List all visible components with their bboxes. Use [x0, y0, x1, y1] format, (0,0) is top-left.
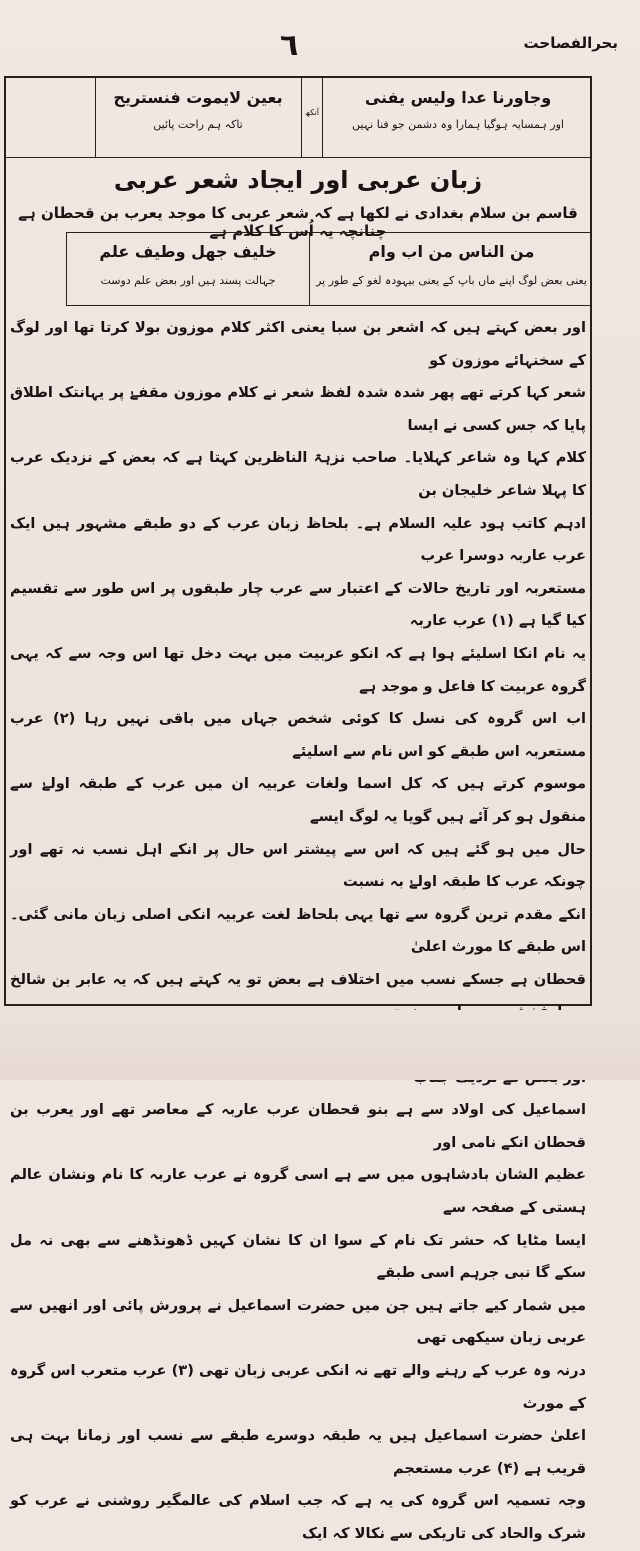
body-text	[10, 312, 586, 1542]
verse-top-left-line1: بعین لایموت فنستریح	[113, 88, 283, 107]
body-line: اب اس گروہ کی نسل کا کوئی شخص جہاں میں باقی نہیں رہا (۲) عرب مستعربہ اس طبقے کو اس نام سے اسلیئے	[10, 710, 586, 760]
verse-top-divider-note: آنکھ	[305, 108, 319, 117]
body-line: حال میں ہو گئے ہیں کہ اس سے پیشتر اس حال پر انکے اہل نسب نہ تھے اور چونکہ عرب کا طبقہ اولےٰ بہ نسبت	[10, 840, 586, 891]
verse-mid-right	[309, 233, 593, 305]
verse-box-top	[4, 76, 592, 158]
section-subline: قاسم بن سلام بغدادی نے لکھا ہے کہ شعر عربی کا موجد یعرب بن قحطان ہے چنانچہ یہ اُس کا کلام ہے	[18, 204, 578, 240]
verse-box-mid	[66, 232, 592, 306]
verse-top-left-border	[95, 77, 96, 157]
body-line: کلام کہا وہ شاعر کہلایا۔ صاحب نزہۃ الناظرین کہتا ہے کہ بعض کے نزدیک عرب کا پہلا شاعر خلیجان بن	[10, 449, 586, 499]
body-line: قحطان ہے جسکے نسب میں اختلاف ہے بعض تو یہ کہتے ہیں کہ یہ عابر بن شالخ	[10, 970, 586, 988]
body-line: عظیم الشان بادشاہوں میں سے ہے اسی گروہ نے عرب عاربہ کا نام ونشان عالم ہستی کے صفحہ سے	[10, 1166, 586, 1217]
body-line: یہ نام انکا اسلیئے ہوا ہے کہ انکو عربیت میں بہت دخل تھا اس وجہ سے کہ یہی گروہ عربیت کا فاعل و موجد ہے	[10, 644, 586, 695]
verse-mid-right-line2: یعنی بعض لوگ اپنے ماں باپ کے یعنی بیہودہ لغو کے طور پر	[316, 274, 587, 287]
verse-top-divider	[301, 77, 323, 157]
verse-top-right-line1: وجاورنا عدا ولیس یفنی	[364, 88, 552, 107]
page-number: ٦	[280, 28, 299, 63]
body-line: شعر کہا کرتے تھے پھر شدہ شدہ لفظ شعر نے کلام موزون مقفےٰ پر یہانتک اطلاق پایا کہ جس کسی نے ایسا	[10, 384, 586, 434]
body-line: اور بعض کہتے ہیں کہ اشعر بن سبا یعنی اکثر کلام موزون بولا کرتا تھا اور لوگ کے سخنہائے موزون کو	[10, 319, 586, 369]
body-line: انکے مقدم ترین گروہ سے تھا یہی بلحاظ لغت عربیہ انکی اصلی زبان مانی گئی۔ اس طبقے کا مورث اعلیٰ	[10, 905, 586, 956]
body-line: درنہ وہ عرب کے رہنے والے تھے نہ انکی عربی زبان تھی (۳) عرب متعرب اس گروہ کے مورث	[10, 1362, 586, 1412]
body-line: ادہم کاتب ہود علیہ السلام ہے۔ بلحاظ زبان عرب کے دو طبقے مشہور ہیں ایک عرب عاربہ دوسرا عرب	[10, 514, 586, 565]
body-line: میں شمار کیے جاتے ہیں جن میں حضرت اسماعیل نے پرورش پائی اور انھیں سے عربی زبان سیکھی تھی	[10, 1296, 586, 1347]
running-title: بحرالفصاحت	[523, 34, 618, 52]
body-line: موسوم کرتے ہیں کہ کل اسما ولغات عربیہ ان میں عرب کے طبقہ اولےٰ سے منقول ہو کر آئے ہیں گویا یہ لوگ ایسے	[10, 775, 586, 825]
verse-mid-left	[67, 233, 309, 305]
body-line: مستعربہ اور تاریخ حالات کے اعتبار سے عرب چار طبقوں پر اس طور سے تقسیم کیا گیا ہے (۱) عرب عاربہ	[10, 579, 586, 630]
body-line: وجہ تسمیہ اس گروہ کی یہ ہے کہ جب اسلام کی عالمگیر روشنی نے عرب کو شرک والحاد کی تاریکی سے نکالا کہ ایک	[10, 1492, 586, 1542]
verse-mid-left-line1: خلیف جهل وطیف علم	[99, 242, 277, 261]
verse-top-left	[95, 77, 301, 157]
body-line: اسماعیل کی اولاد سے ہے بنو قحطان عرب عاربہ کے معاصر تھے اور یعرب بن قحطان انکے نامی اور	[10, 1101, 586, 1151]
section-headline: زبان عربی اور ایجاد شعر عربی	[113, 166, 483, 194]
verse-mid-right-line1: من الناس من اب وام	[368, 242, 535, 261]
verse-top-left-line2: تاکہ ہم راحت پائیں	[153, 118, 243, 131]
page-header	[0, 0, 640, 74]
verse-top-right	[323, 77, 593, 157]
verse-top-right-line2: اور ہمسایہ ہوگیا ہمارا وہ دشمن جو فنا نہیں	[352, 118, 564, 131]
verse-mid-left-line2: جہالت پسند ہیں اور بعض علم دوست	[100, 274, 276, 287]
body-line: ایسا مٹایا کہ حشر تک نام کے سوا ان کا نشان کہیں ڈھونڈھنے سے بھی نہ مل سکے گا نبی جرہم اسی طبقے	[10, 1231, 586, 1282]
page-bottom-margin	[0, 1010, 640, 1080]
body-line: اعلیٰ حضرت اسماعیل ہیں یہ طبقہ دوسرے طبقے سے نسب اور زمانا بہت ہی قریب ہے (۴) عرب مستعجم	[10, 1427, 586, 1477]
